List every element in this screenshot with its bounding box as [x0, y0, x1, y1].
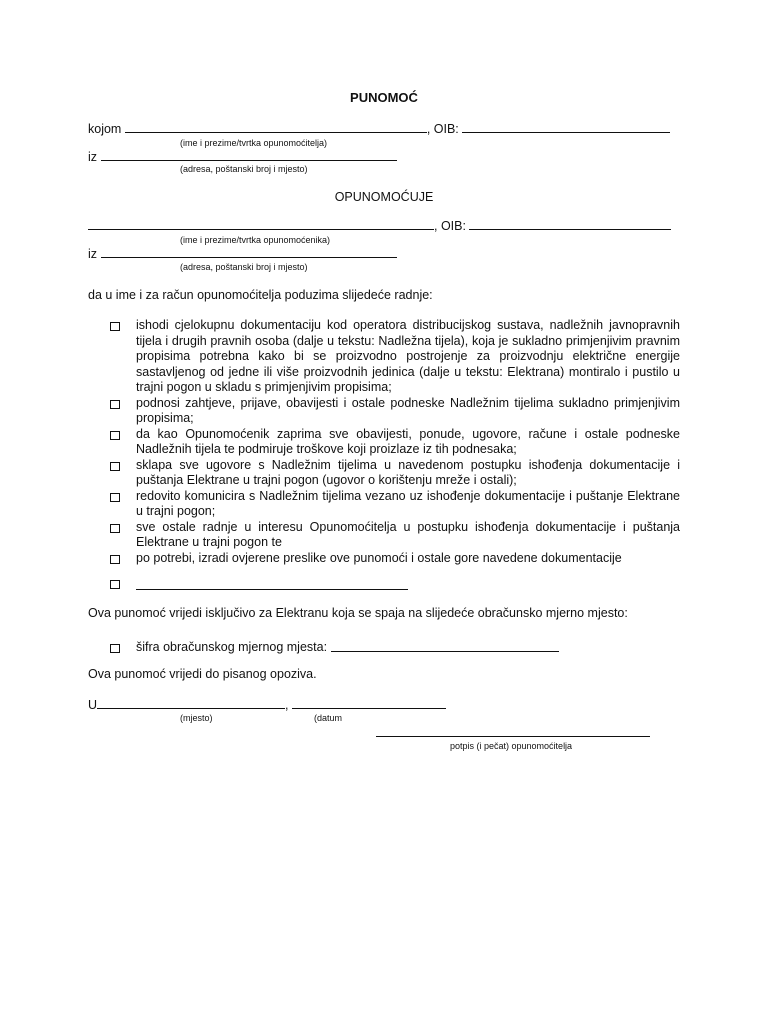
blank-list-item	[110, 576, 408, 590]
list-item	[110, 318, 680, 396]
checkbox-icon[interactable]	[110, 644, 120, 653]
agent-name-field[interactable]	[88, 218, 434, 230]
agent-line	[88, 218, 671, 233]
list-item	[110, 427, 680, 458]
agent-address-line	[88, 246, 397, 261]
checkbox-icon[interactable]	[110, 580, 120, 589]
principal-address-hint: (adresa, poštanski broj i mjesto)	[180, 164, 308, 174]
opunomocuje-heading: OPUNOMOĆUJE	[334, 190, 434, 204]
checkbox-icon[interactable]	[110, 555, 120, 564]
principal-name-hint: (ime i prezime/tvrtka opunomoćitelja)	[180, 138, 328, 148]
agent-address-hint: (adresa, poštanski broj i mjesto)	[180, 262, 308, 272]
principal-address-field[interactable]	[101, 149, 397, 161]
signature-field[interactable]	[376, 726, 650, 737]
date-field[interactable]	[292, 697, 446, 709]
place-field[interactable]	[97, 697, 285, 709]
action-text: sklapa sve ugovore s Nadležnim tijelima u navedenom postupku ishođenja dokumentacije i puštanja Elektrane u trajni pogon (ugovor o korištenju mreže i ostali);	[136, 457, 680, 487]
document-title: PUNOMOĆ	[350, 90, 418, 105]
place-label: U	[88, 698, 98, 712]
action-text: po potrebi, izradi ovjerene preslike ove punomoći i ostale gore navedene dokumentacije	[136, 550, 622, 565]
action-text: podnosi zahtjeve, prijave, obavijesti i ostale podneske Nadležnim tijelima sukladno primjenjivim propisima;	[136, 395, 680, 425]
date-hint: (datum	[314, 713, 343, 723]
place-date-line	[88, 697, 446, 712]
checkbox-icon[interactable]	[110, 462, 120, 471]
blank-action-field[interactable]	[136, 578, 408, 590]
checkbox-icon[interactable]	[110, 400, 120, 409]
list-item	[110, 551, 680, 567]
list-item	[110, 520, 680, 551]
checkbox-icon[interactable]	[110, 493, 120, 502]
place-hint: (mjesto)	[180, 713, 213, 723]
agent-address-field[interactable]	[101, 246, 397, 258]
intro-text: da u ime i za račun opunomoćitelja poduzima slijedeće radnje:	[88, 288, 433, 302]
action-text: redovito komunicira s Nadležnim tijelima vezano uz ishođenje dokumentacije i puštanje Elektrane u trajni pogon;	[136, 488, 680, 518]
list-item	[110, 489, 680, 520]
agent-oib-label: , OIB:	[434, 219, 466, 233]
agent-name-hint: (ime i prezime/tvrtka opunomoćenika)	[180, 235, 331, 245]
meter-label: šifra obračunskog mjernog mjesta:	[136, 640, 328, 654]
agent-iz-label: iz	[88, 247, 98, 261]
validity-scope-text: Ova punomoć vrijedi isključivo za Elektranu koja se spaja na slijedeće obračunsko mjerno mjesto:	[88, 606, 628, 620]
validity-until-text: Ova punomoć vrijedi do pisanog opoziva.	[88, 667, 317, 681]
signature-hint: potpis (i pečat) opunomoćitelja	[450, 741, 573, 751]
agent-oib-field[interactable]	[469, 218, 671, 230]
action-text: sve ostale radnje u interesu Opunomoćitelja u postupku ishođenja dokumentacije i puštanja Elektrane u trajni pogon te	[136, 519, 680, 549]
meter-code-field[interactable]	[331, 640, 559, 652]
action-text: da kao Opunomoćenik zaprima sve obavijesti, ponude, ugovore, račune i ostale podneske Nadležnih tijela te podmiruje troškove koji proizlaze iz tih podnesaka;	[136, 426, 680, 456]
action-text: ishodi cjelokupnu dokumentaciju kod operatora distribucijskog sustava, nadležnih javnopravnih tijela i drugih pravnih osoba (dalje u tekstu: Nadležna tijela), koja je sukladno primjenjivim pravnim propisima potrebna kako bi se proizvodno postrojenje za proizvodnju električne energije sastavljenog od jedne ili više proizvodnih jedinica (dalje u tekstu: Elektrana) montiralo i pustilo u trajni pogon u skladu s primjenjivim propisima;	[136, 318, 680, 394]
list-item	[110, 458, 680, 489]
principal-oib-label: , OIB:	[426, 122, 459, 136]
principal-oib-field[interactable]	[462, 121, 670, 133]
kojom-label: kojom	[88, 122, 122, 136]
principal-iz-label: iz	[88, 150, 98, 164]
principal-address-line	[88, 149, 397, 164]
meter-line	[110, 640, 559, 654]
list-item	[110, 396, 680, 427]
checkbox-icon[interactable]	[110, 524, 120, 533]
actions-list	[110, 318, 680, 566]
checkbox-icon[interactable]	[110, 431, 120, 440]
principal-line	[88, 121, 670, 136]
comma: ,	[285, 698, 289, 712]
checkbox-icon[interactable]	[110, 322, 120, 331]
principal-name-field[interactable]	[125, 121, 427, 133]
